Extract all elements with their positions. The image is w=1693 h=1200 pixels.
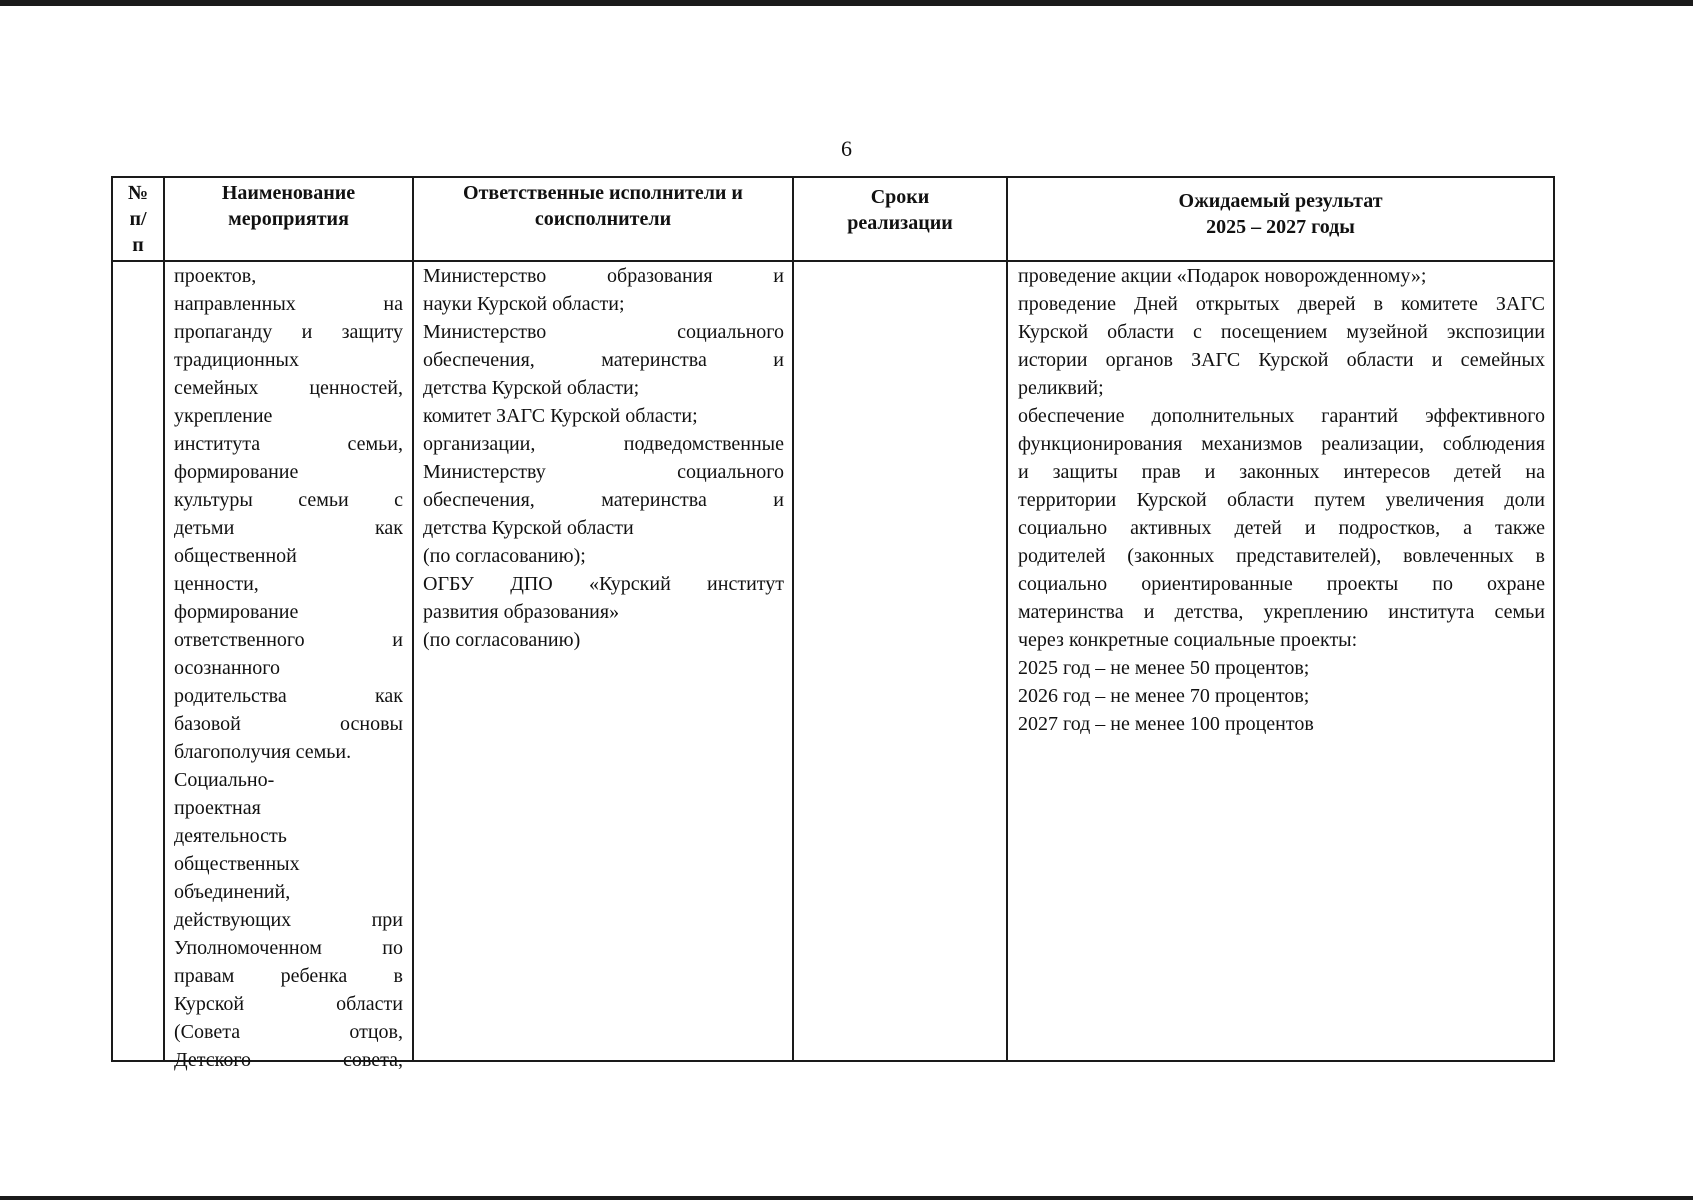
text-line: проведение акции «Подарок новорожденному»;	[1018, 265, 1427, 287]
text-line: 2025 год – не менее 50 процентов;	[1018, 657, 1310, 679]
cell-expected-result	[1018, 262, 1545, 738]
text-line: действующих при	[174, 909, 403, 931]
header-terms	[794, 178, 1006, 264]
text-line: через конкретные социальные проекты:	[1018, 629, 1358, 651]
column-divider	[412, 176, 414, 1062]
text-line: ценности,	[174, 573, 259, 595]
text-line: обеспечение дополнительных гарантий эффективного	[1018, 405, 1545, 427]
text-line: проведение Дней открытых дверей в комитете ЗАГС	[1018, 293, 1545, 315]
text-line: укрепление	[174, 405, 273, 427]
text-line: обеспечения, материнства и	[423, 349, 784, 371]
text-line: (по согласованию)	[423, 629, 581, 651]
text-line: проектная	[174, 797, 261, 819]
text-line: деятельность	[174, 825, 287, 847]
header-name-line: мероприятия	[228, 208, 349, 230]
text-line: истории органов ЗАГС Курской области и семейных	[1018, 349, 1545, 371]
text-line: благополучия семьи.	[174, 741, 352, 763]
text-line: территории Курской области путем увеличения доли	[1018, 489, 1545, 511]
text-line: Министерству социального	[423, 461, 784, 483]
text-line: функционирования механизмов реализации, соблюдения	[1018, 433, 1545, 455]
page-number: 6	[841, 136, 852, 161]
table-border-left	[111, 176, 113, 1062]
text-line: Социально-	[174, 769, 275, 791]
text-line: объединений,	[174, 881, 291, 903]
text-line: Курской области с посещением музейной экспозиции	[1018, 321, 1545, 343]
text-line: науки Курской области;	[423, 293, 625, 315]
text-line: базовой основы	[174, 713, 403, 735]
text-line: направленных на	[174, 293, 403, 315]
header-num	[113, 178, 163, 260]
measures-table	[111, 176, 1555, 1071]
header-result	[1008, 178, 1553, 268]
text-line: детства Курской области;	[423, 377, 640, 399]
text-line: традиционных	[174, 349, 299, 371]
text-line: обеспечения, материнства и	[423, 489, 784, 511]
text-line: правам ребенка в	[174, 965, 403, 987]
header-result-line: 2025 – 2027 годы	[1206, 216, 1355, 238]
text-line: института семьи,	[174, 433, 403, 455]
text-line: 2027 год – не менее 100 процентов	[1018, 713, 1314, 735]
text-line: социально активных детей и подростков, а также	[1018, 517, 1545, 539]
text-line: родителей (законных представителей), вовлеченных в	[1018, 545, 1545, 567]
header-num-line: п	[132, 234, 144, 256]
text-line: семейных ценностей,	[174, 377, 403, 399]
scan-edge-bottom	[0, 1196, 1693, 1200]
text-line: (Совета отцов,	[174, 1021, 403, 1043]
header-terms-line: реализации	[847, 212, 953, 234]
text-line: Министерство образования и	[423, 265, 784, 287]
text-line: формирование	[174, 461, 299, 483]
text-line: ответственного и	[174, 629, 403, 651]
text-line: культуры семьи с	[174, 489, 403, 511]
text-line: родительства как	[174, 685, 403, 707]
header-num-line: п/	[129, 208, 147, 230]
text-line: проектов,	[174, 265, 257, 287]
header-num-line: №	[127, 182, 149, 204]
column-divider	[1006, 176, 1008, 1062]
header-terms-line: Сроки	[870, 186, 930, 208]
header-name-line: Наименование	[221, 182, 356, 204]
text-line: общественной	[174, 545, 297, 567]
text-line: Уполномоченном по	[174, 937, 403, 959]
text-line: пропаганду и защиту	[174, 321, 403, 343]
text-line: (по согласованию);	[423, 545, 586, 567]
text-line: детьми как	[174, 517, 403, 539]
text-line: Министерство социального	[423, 321, 784, 343]
header-executors-line: Ответственные исполнители и	[463, 182, 743, 204]
text-line: ОГБУ ДПО «Курский институт	[423, 573, 784, 595]
header-name	[165, 178, 412, 260]
text-line: детства Курской области	[423, 517, 634, 539]
text-line: материнства и детства, укреплению института семьи	[1018, 601, 1545, 623]
header-executors-line: соисполнители	[534, 208, 672, 230]
text-line: развития образования»	[423, 601, 620, 623]
header-result-line: Ожидаемый результат	[1178, 190, 1383, 212]
column-divider	[792, 176, 794, 1062]
text-line: 2026 год – не менее 70 процентов;	[1018, 685, 1310, 707]
cell-executors	[423, 262, 784, 654]
text-line: комитет ЗАГС Курской области;	[423, 405, 698, 427]
text-line: формирование	[174, 601, 299, 623]
scan-edge-top	[0, 0, 1693, 6]
text-line: Курской области	[174, 993, 403, 1015]
text-line: реликвий;	[1018, 377, 1104, 399]
text-line: общественных	[174, 853, 300, 875]
text-line: Детского совета,	[174, 1049, 403, 1071]
table-border-right	[1553, 176, 1555, 1062]
text-line: осознанного	[174, 657, 280, 679]
header-executors	[414, 178, 792, 260]
cell-event-name	[174, 262, 403, 1074]
column-divider	[163, 176, 165, 1062]
text-line: социально ориентированные проекты по охране	[1018, 573, 1545, 595]
text-line: и защиты прав и законных интересов детей на	[1018, 461, 1545, 483]
text-line: организации, подведомственные	[423, 433, 784, 455]
